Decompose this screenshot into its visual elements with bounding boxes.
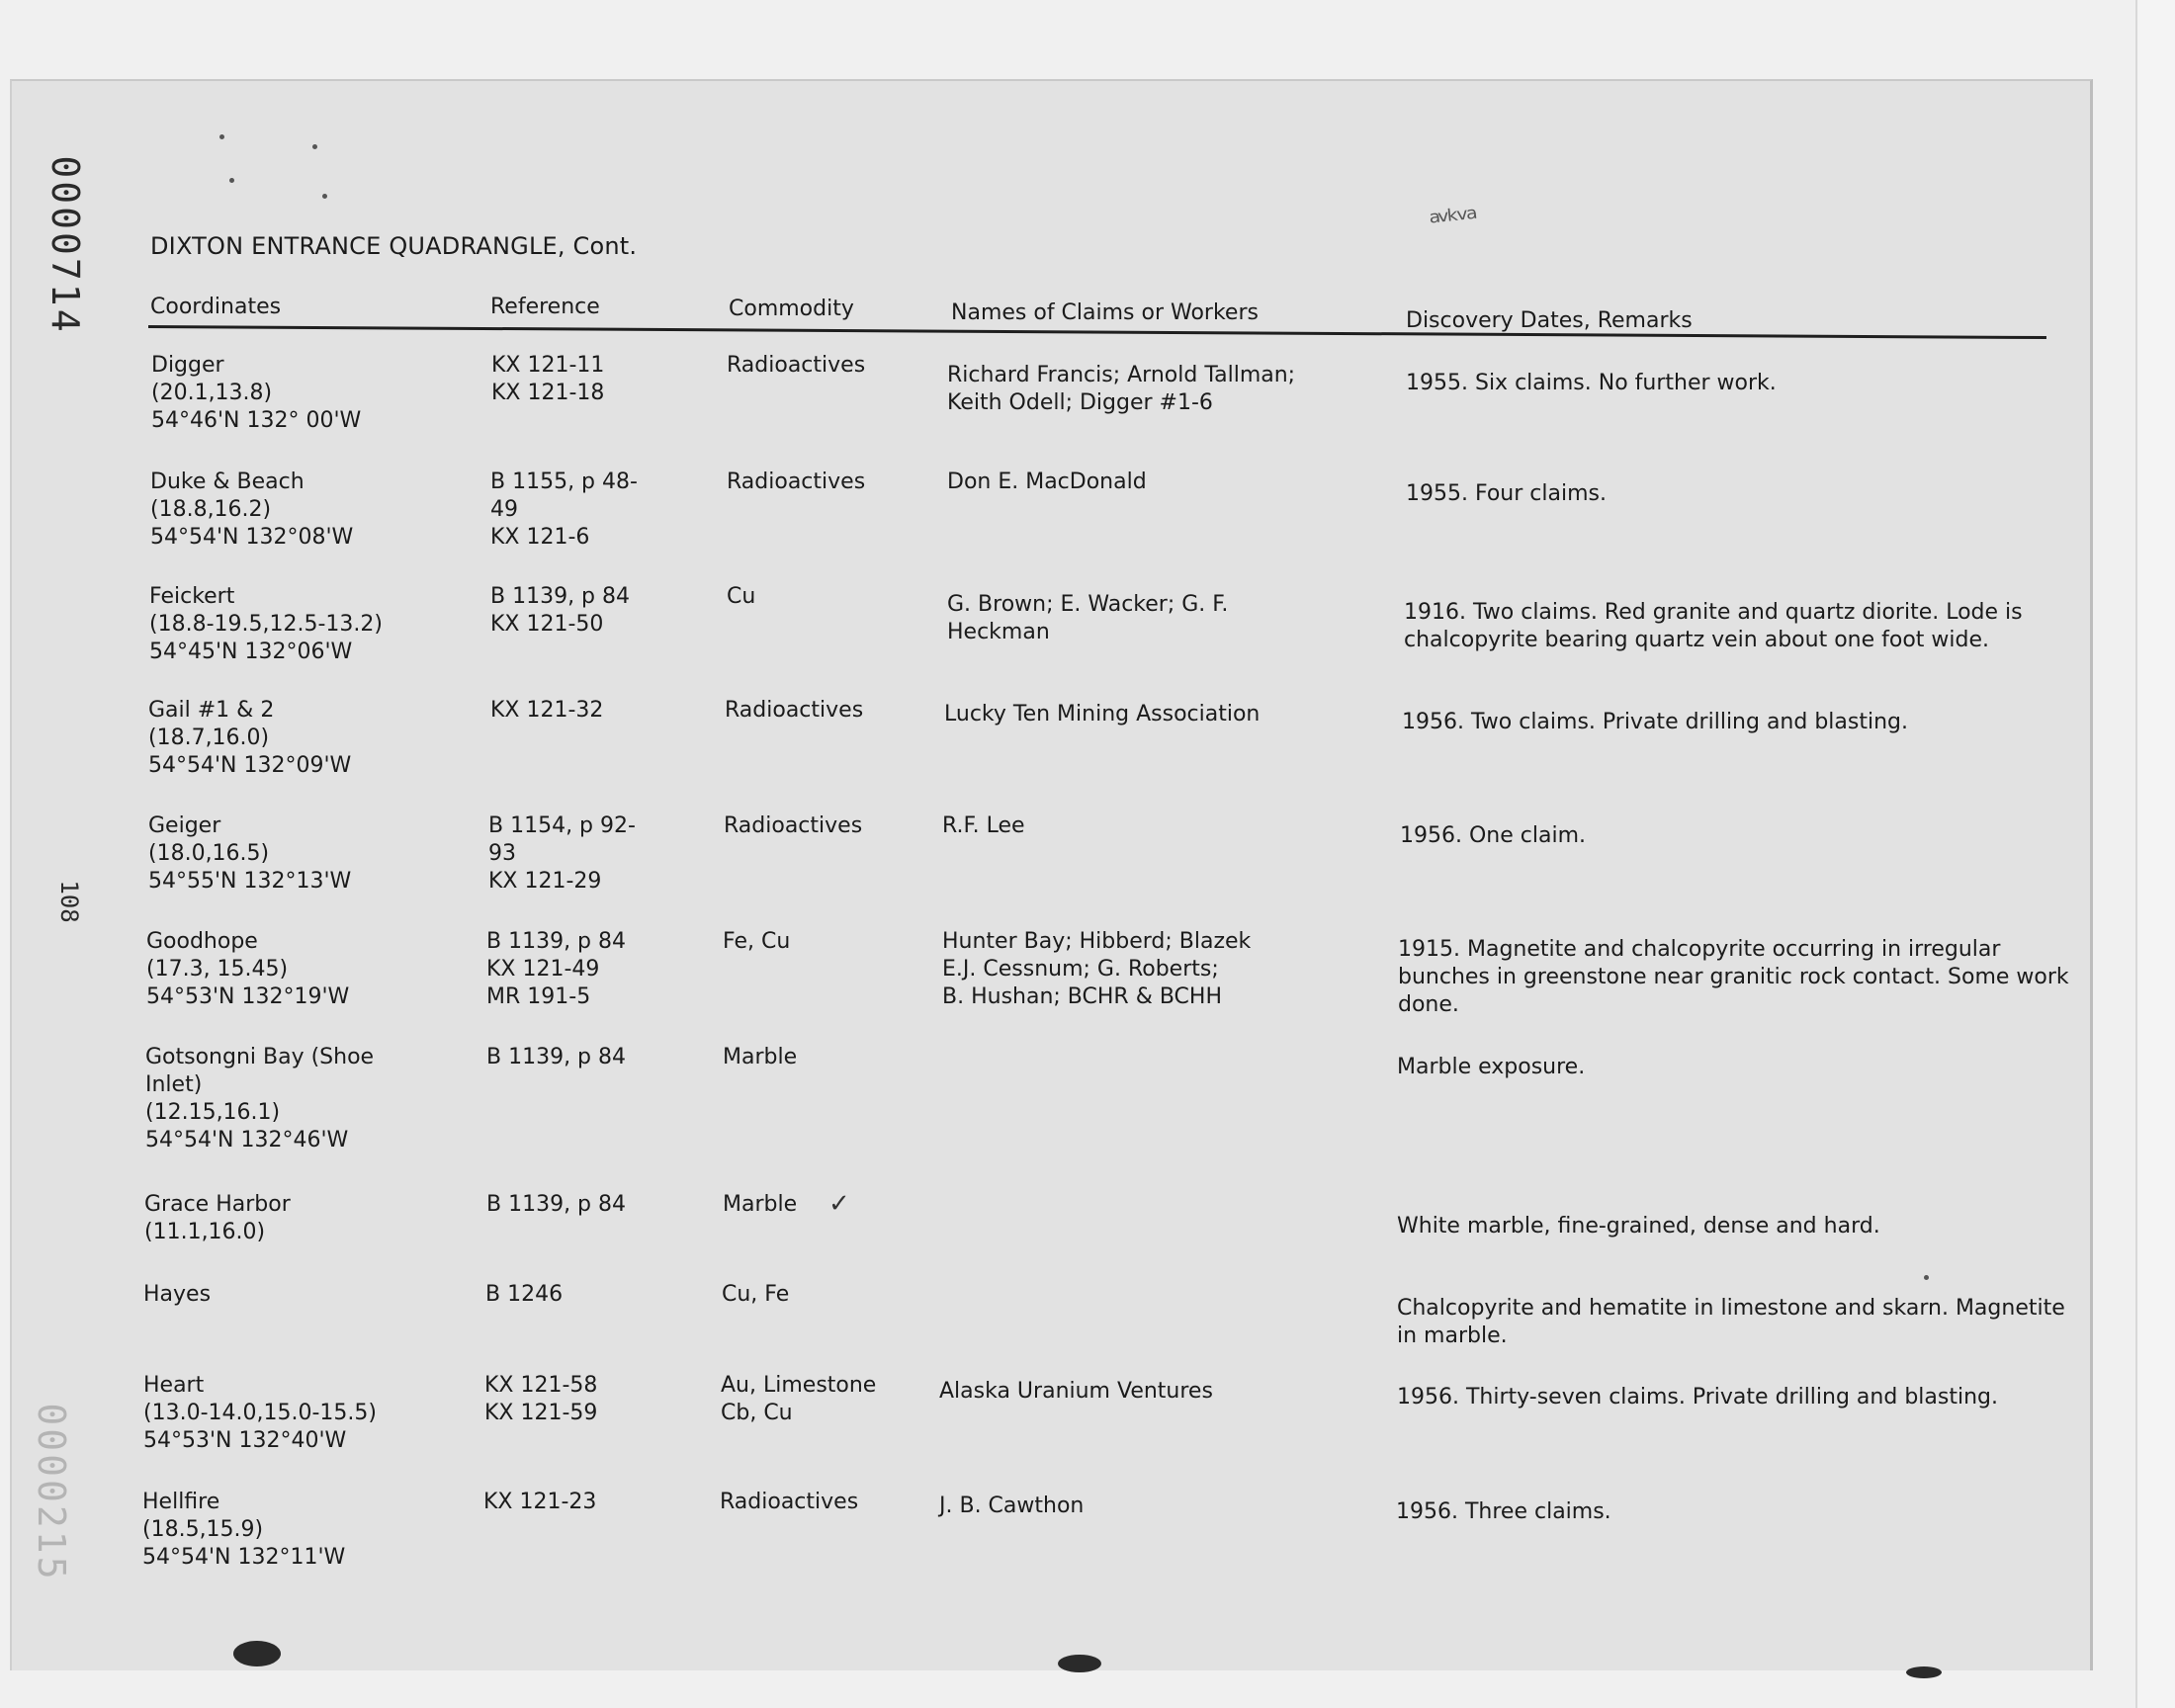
archive-stamp-bottom: 0000215 (30, 1403, 73, 1582)
row-remarks: 1956. Thirty-seven claims. Private drilling and blasting. (1397, 1385, 1998, 1409)
row-remarks: 1955. Six claims. No further work. (1406, 371, 1777, 395)
scan-speck (219, 134, 224, 139)
row-names: Alaska Uranium Ventures (939, 1379, 1213, 1404)
row-remarks: 1915. Magnetite and chalcopyrite occurring in irregular bunches in greenstone near granitic rock contact. Some work done. (1398, 937, 2069, 1017)
row-reference: B 1139, p 84 (486, 1192, 627, 1217)
row-remarks: 1955. Four claims. (1406, 481, 1607, 506)
row-reference: B 1246 (485, 1282, 564, 1307)
check-mark-icon: ✓ (828, 1189, 850, 1219)
row-names: R.F. Lee (942, 813, 1025, 838)
row-remarks: 1956. Three claims. (1396, 1499, 1611, 1524)
row-names: J. B. Cawthon (939, 1494, 1085, 1518)
row-coordinates: Feickert (18.8-19.5,12.5-13.2) 54°45'N 132°06'W (149, 584, 383, 664)
row-commodity: Marble (723, 1045, 798, 1069)
row-names: Don E. MacDonald (947, 470, 1147, 494)
row-commodity: Radioactives (720, 1490, 859, 1514)
punch-hole (1058, 1655, 1101, 1672)
row-remarks: Marble exposure. (1397, 1055, 1586, 1079)
scan-speck (229, 178, 234, 183)
row-remarks: 1956. Two claims. Private drilling and blasting. (1402, 710, 1908, 734)
row-commodity: Cu (727, 584, 756, 609)
row-commodity: Radioactives (727, 353, 866, 378)
row-names: G. Brown; E. Wacker; G. F. Heckman (947, 592, 1229, 644)
row-coordinates: Hellfire (18.5,15.9) 54°54'N 132°11'W (142, 1490, 346, 1570)
row-names: Richard Francis; Arnold Tallman; Keith Odell; Digger #1-6 (947, 363, 1296, 415)
row-remarks: 1956. One claim. (1400, 823, 1586, 848)
row-commodity: Marble (723, 1192, 798, 1217)
column-header-reference: Reference (490, 295, 600, 319)
row-reference: B 1154, p 92- 93 KX 121-29 (488, 813, 636, 894)
row-remarks: Chalcopyrite and hematite in limestone and skarn. Magnetite in marble. (1397, 1296, 2065, 1348)
scan-speck (1924, 1275, 1929, 1280)
column-header-coordinates: Coordinates (150, 295, 282, 319)
punch-hole (1906, 1666, 1942, 1678)
scan-speck (312, 144, 317, 149)
row-coordinates: Grace Harbor (11.1,16.0) (144, 1192, 291, 1244)
row-coordinates: Gotsongni Bay (Shoe Inlet) (12.15,16.1) 54°54'N 132°46'W (145, 1045, 375, 1153)
row-commodity: Fe, Cu (723, 929, 791, 954)
page-number: 108 (55, 880, 83, 923)
row-reference: B 1139, p 84 KX 121-50 (490, 584, 631, 637)
row-coordinates: Digger (20.1,13.8) 54°46'N 132° 00'W (151, 353, 362, 433)
row-reference: B 1139, p 84 KX 121-49 MR 191-5 (486, 929, 627, 1009)
ink-smudge: ᵃᵛᵏᵛᵃ (1428, 201, 1477, 241)
row-coordinates: Hayes (143, 1282, 212, 1307)
row-commodity: Radioactives (724, 813, 863, 838)
row-commodity: Radioactives (725, 698, 864, 723)
row-reference: KX 121-11 KX 121-18 (491, 353, 605, 405)
row-commodity: Radioactives (727, 470, 866, 494)
row-reference: KX 121-32 (490, 698, 604, 723)
row-coordinates: Goodhope (17.3, 15.45) 54°53'N 132°19'W (146, 929, 350, 1009)
row-remarks: 1916. Two claims. Red granite and quartz diorite. Lode is chalcopyrite bearing quartz vein about one foot wide. (1404, 600, 2023, 652)
row-reference: KX 121-23 (483, 1490, 597, 1514)
column-header-names: Names of Claims or Workers (951, 300, 1259, 325)
row-reference: KX 121-58 KX 121-59 (484, 1373, 598, 1425)
document-title: DIXTON ENTRANCE QUADRANGLE, Cont. (150, 232, 638, 260)
row-coordinates: Heart (13.0-14.0,15.0-15.5) 54°53'N 132°40'W (143, 1373, 377, 1453)
row-reference: B 1139, p 84 (486, 1045, 627, 1069)
row-commodity: Cu, Fe (722, 1282, 790, 1307)
column-header-remarks: Discovery Dates, Remarks (1406, 308, 1693, 333)
scanner-background-strip (2135, 0, 2175, 1708)
row-names: Hunter Bay; Hibberd; Blazek E.J. Cessnum; G. Roberts; B. Hushan; BCHR & BCHH (942, 929, 1252, 1009)
row-reference: B 1155, p 48- 49 KX 121-6 (490, 470, 638, 550)
archive-stamp-top: 0000714 (44, 155, 87, 335)
row-coordinates: Duke & Beach (18.8,16.2) 54°54'N 132°08'W (150, 470, 354, 550)
punch-hole (233, 1641, 281, 1666)
row-remarks: White marble, fine-grained, dense and hard. (1397, 1214, 1880, 1238)
scan-speck (322, 194, 327, 199)
row-commodity: Au, Limestone Cb, Cu (721, 1373, 877, 1425)
row-coordinates: Geiger (18.0,16.5) 54°55'N 132°13'W (148, 813, 352, 894)
row-names: Lucky Ten Mining Association (944, 702, 1261, 726)
row-coordinates: Gail #1 & 2 (18.7,16.0) 54°54'N 132°09'W (148, 698, 352, 778)
column-header-commodity: Commodity (729, 297, 854, 321)
